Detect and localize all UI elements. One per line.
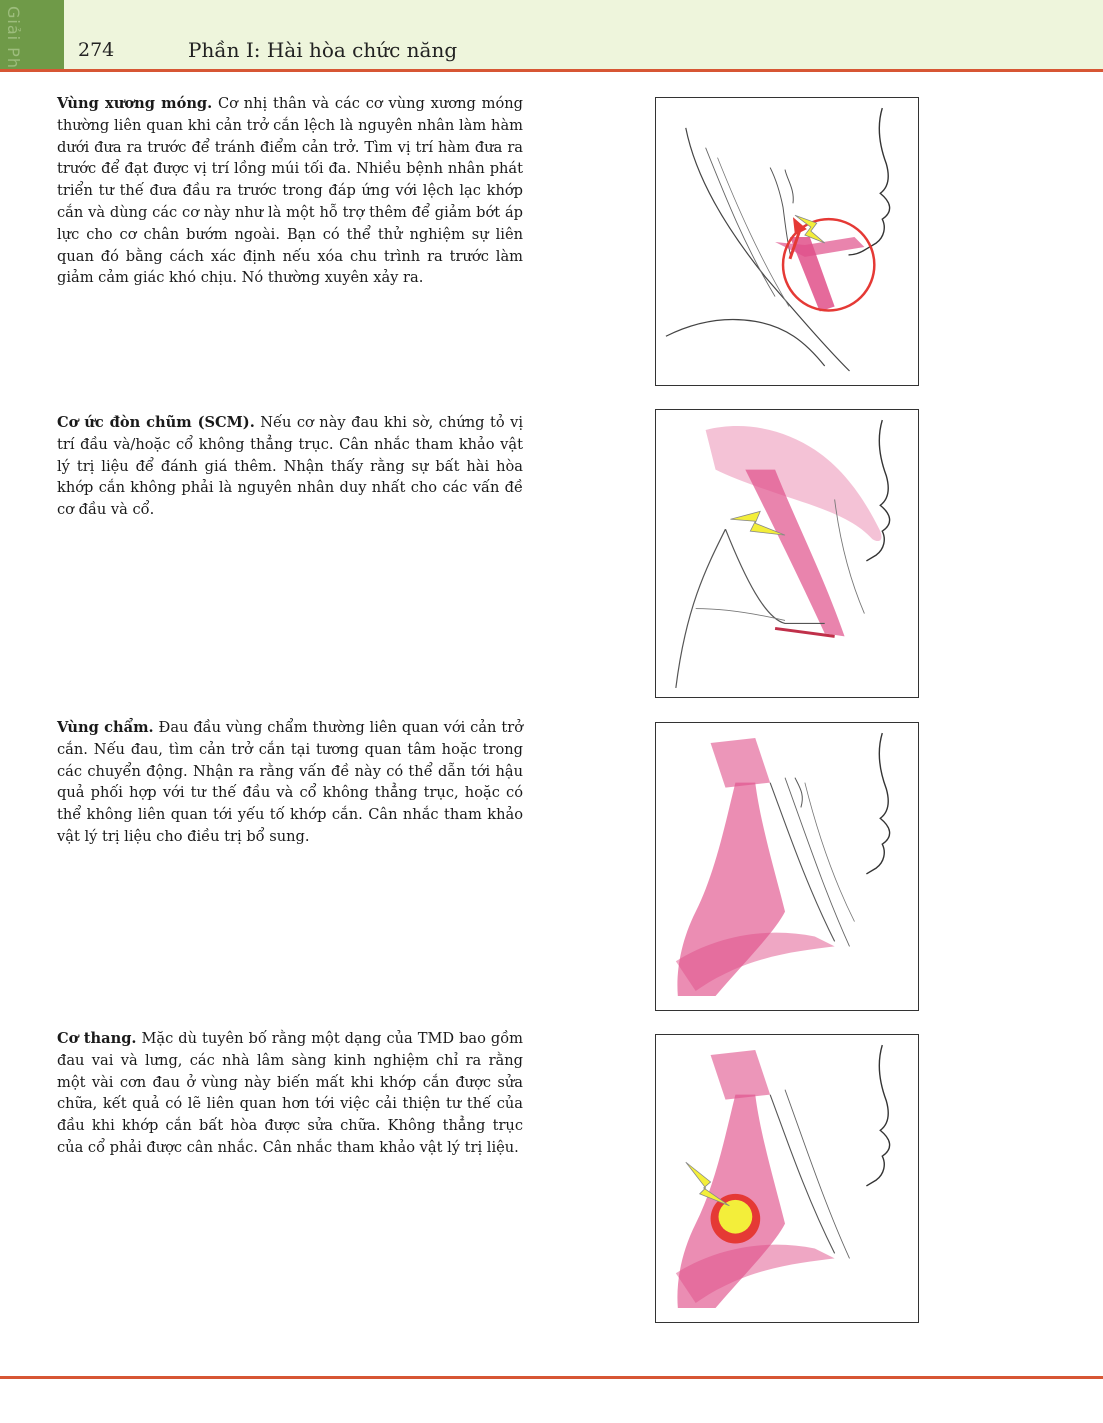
section-heading: Vùng xương móng. [57,95,213,112]
neck-illustration [656,98,918,385]
section-heading: Cơ ức đòn chũm (SCM). [57,414,255,431]
figure-hyoid-muscles [655,97,919,386]
side-tab-label: Giải Ph [4,6,23,69]
figure-scm-muscle [655,409,919,698]
section-occipital [57,717,523,848]
chapter-side-tab [0,0,64,70]
figure-occipital-region [655,722,919,1011]
section-heading: Cơ thang. [57,1030,137,1047]
section-scm [57,412,523,521]
neck-illustration [656,410,918,697]
section-body: Cơ nhị thân và các cơ vùng xương móng thường liên quan khi cản trở cắn lệch là nguyên nhân làm hàm dưới đưa ra trước để tránh điểm cản trở. Tìm vị trí hàm đưa ra trước để đạt được vị trí lồng múi tối đa. Nhiều bệnh nhân phát triển tư thế đưa đầu ra trước trong đáp ứng với lệch lạc khớp cắn và dùng các cơ này như là một hỗ trợ thêm để giảm bớt áp lực cho cơ chân bướm ngoài. Bạn có thể thử nghiệm sự liên quan đó bằng cách xác định nếu xóa chu trình ra trước làm giảm cảm giác khó chịu. Nó thường xuyên xảy ra. [57,95,523,287]
page-header [0,0,1103,70]
section-heading: Vùng chẩm. [57,719,154,736]
figure-trapezius-muscle [655,1034,919,1323]
header-rule [0,69,1103,72]
section-body: Đau đầu vùng chẩm thường liên quan với cản trở cắn. Nếu đau, tìm cản trở cắn tại tương quan tâm hoặc trong các chuyển động. Nhận ra rằng vấn đề này có thể dẫn tới hậu quả phối hợp với tư thế đầu và cổ không thẳng trục, hoặc có thể không liên quan tới yếu tố khớp cắn. Cân nhắc tham khảo vật lý trị liệu cho điều trị bổ sung. [57,719,523,845]
chapter-title: Phần I: Hài hòa chức năng [188,38,458,62]
neck-illustration [656,723,918,1010]
section-trapezius [57,1028,523,1159]
section-hyoid [57,93,523,289]
section-body: Mặc dù tuyên bố rằng một dạng của TMD bao gồm đau vai và lưng, các nhà lâm sàng kinh nghiệm chỉ ra rằng một vài cơn đau ở vùng này biến mất khi khớp cắn được sửa chữa, kết quả có lẽ liên quan hơn tới việc cải thiện tư thế của đầu khi khớp cắn bất hòa được sửa chữa. Không thẳng trục của cổ phải được cân nhắc. Cân nhắc tham khảo vật lý trị liệu. [57,1030,524,1156]
neck-illustration [656,1035,918,1322]
footer-rule [0,1376,1103,1379]
page-number: 274 [78,39,115,61]
section-body: Nếu cơ này đau khi sờ, chứng tỏ vị trí đầu và/hoặc cổ không thẳng trục. Cân nhắc tham khảo vật lý trị liệu để đánh giá thêm. Nhận thấy rằng sự bất hài hòa khớp cắn không phải là nguyên nhân duy nhất cho các vấn đề cơ đầu và cổ. [57,414,524,519]
